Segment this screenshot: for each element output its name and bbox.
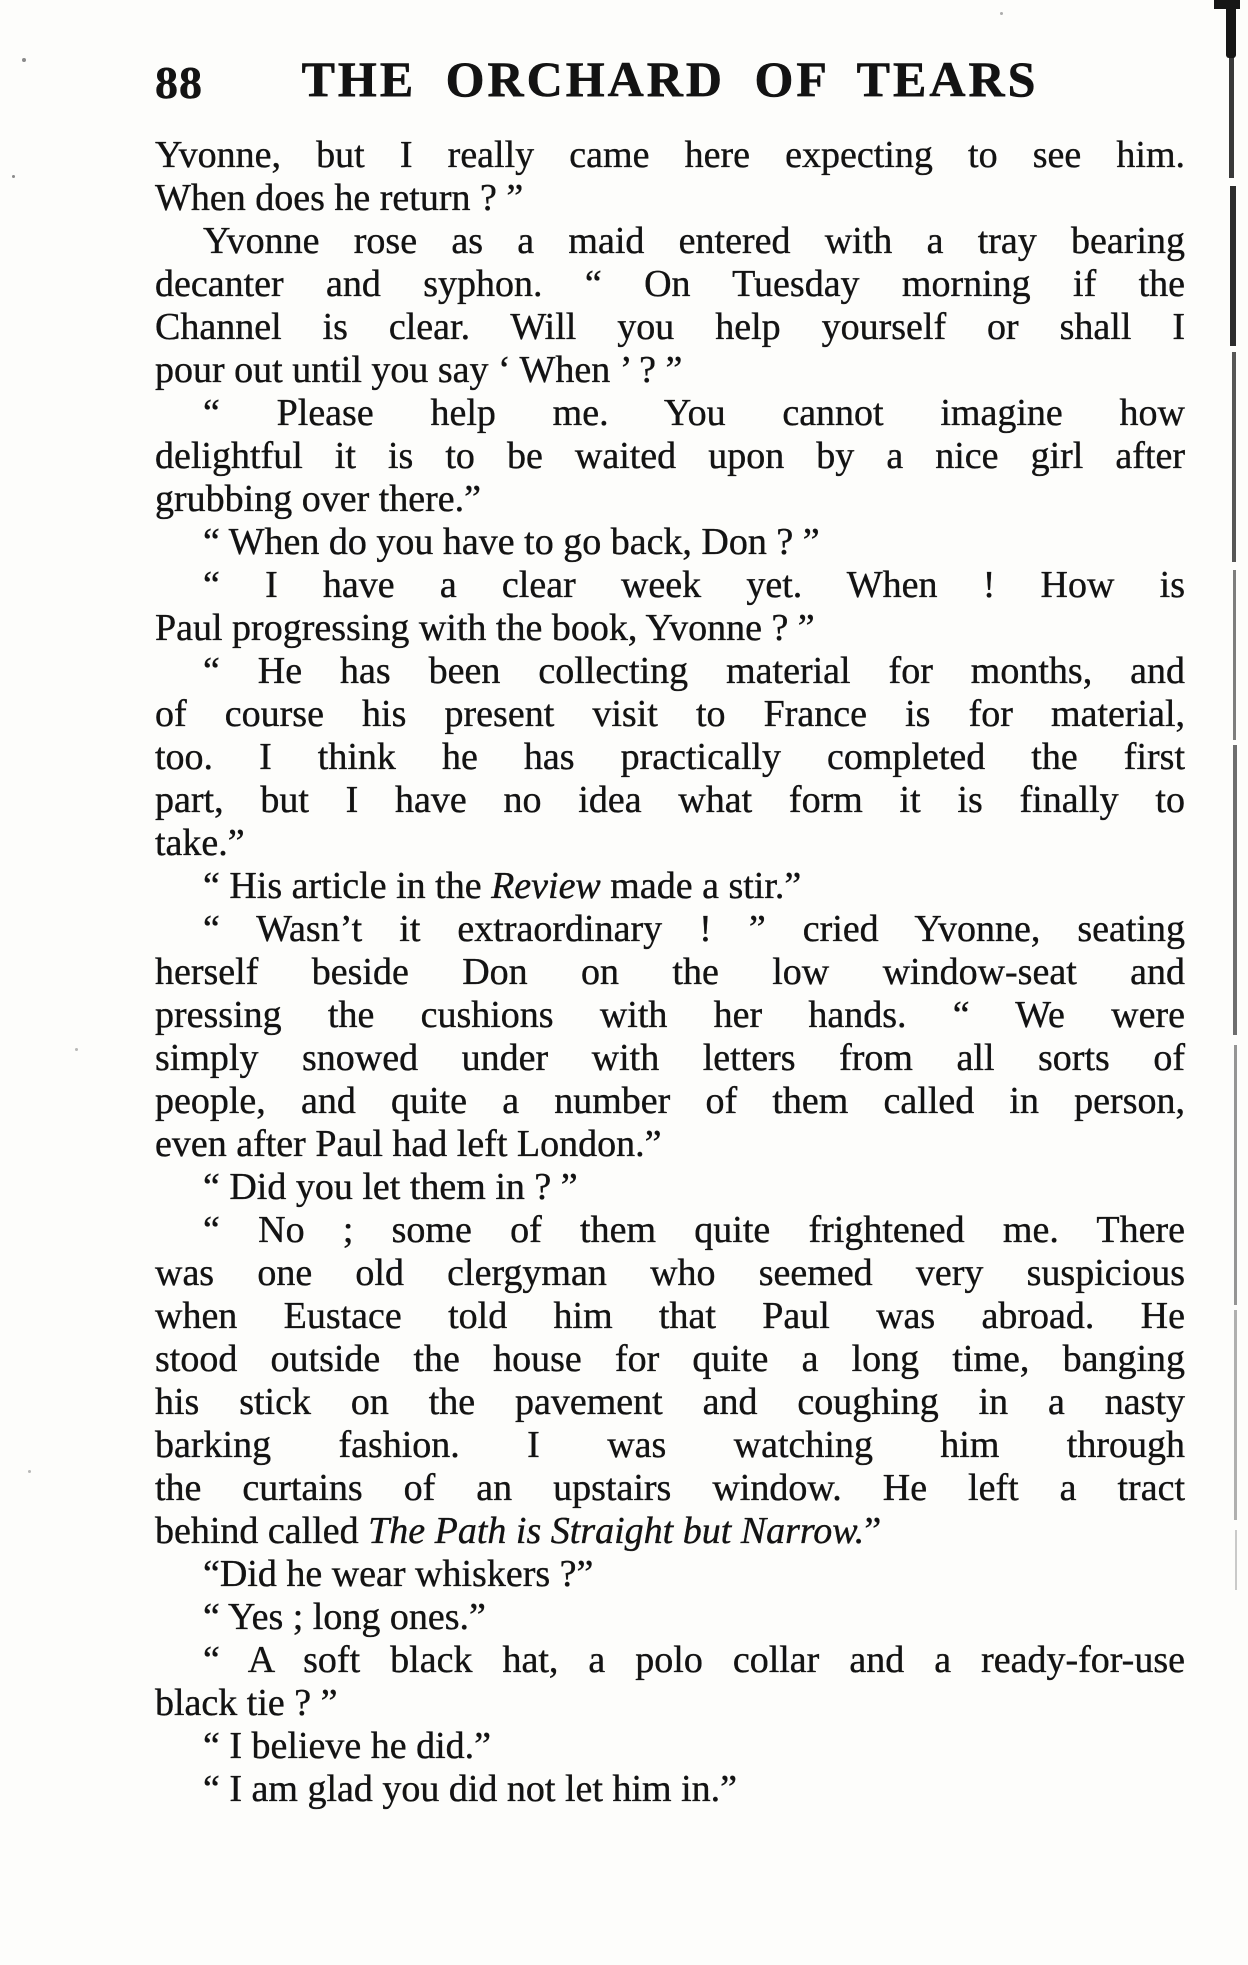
text-segment: “Did he wear whiskers ?” [203, 1553, 594, 1595]
text-segment: “ I believe he did.” [203, 1725, 492, 1767]
text-segment: part, but I have no idea what form it is finally to [155, 779, 1185, 821]
text-line [155, 1252, 1185, 1295]
text-line [155, 865, 1185, 908]
paragraph [155, 392, 1185, 521]
text-segment: behind called [155, 1510, 369, 1552]
page-edge-artifact [1235, 1530, 1237, 1590]
text-segment: the curtains of an upstairs window. He left a tract [155, 1467, 1185, 1509]
paragraph [155, 650, 1185, 865]
page-edge-artifact [1232, 352, 1236, 562]
text-line [155, 134, 1185, 177]
paragraph [155, 134, 1185, 220]
text-segment: “ A soft black hat, a polo collar and a ready-for-use [203, 1639, 1185, 1681]
text-segment: “ He has been collecting material for months, and [203, 650, 1185, 692]
running-title: THE ORCHARD OF TEARS [301, 51, 1039, 107]
text-line [155, 1037, 1185, 1080]
text-segment: Channel is clear. Will you help yourself or shall I [155, 306, 1185, 348]
text-line [155, 1381, 1185, 1424]
text-segment: barking fashion. I was watching him through [155, 1424, 1185, 1466]
text-line [155, 521, 1185, 564]
text-segment: decanter and syphon. “ On Tuesday morning if the [155, 263, 1185, 305]
scan-speck [22, 58, 26, 62]
text-segment: grubbing over there.” [155, 478, 482, 520]
paragraph [155, 521, 1185, 564]
page-edge-artifact [1233, 745, 1237, 1035]
text-segment: “ Did you let them in ? ” [203, 1166, 578, 1208]
text-segment: “ No ; some of them quite frightened me. There [203, 1209, 1185, 1251]
paragraph [155, 1596, 1185, 1639]
text-segment: was one old clergyman who seemed very suspicious [155, 1252, 1185, 1294]
page-header [155, 50, 1185, 112]
paragraph [155, 564, 1185, 650]
text-line [155, 650, 1185, 693]
text-segment: people, and quite a number of them called in person, [155, 1080, 1185, 1122]
text-line [155, 349, 1185, 392]
page-edge-artifact [1234, 1045, 1237, 1305]
text-line [155, 1166, 1185, 1209]
paragraph [155, 908, 1185, 1166]
text-line [155, 177, 1185, 220]
paragraph [155, 1768, 1185, 1811]
page-edge-artifact [1229, 56, 1234, 178]
text-segment: his stick on the pavement and coughing in a nasty [155, 1381, 1185, 1423]
text-segment: “ His article in the [203, 865, 492, 907]
text-line [155, 1553, 1185, 1596]
text-line [155, 1080, 1185, 1123]
paragraph [155, 1166, 1185, 1209]
text-line [155, 306, 1185, 349]
paragraph [155, 1209, 1185, 1553]
text-segment: delightful it is to be waited upon by a nice girl after [155, 435, 1185, 477]
paragraph [155, 1725, 1185, 1768]
text-segment: “ Yes ; long ones.” [203, 1596, 486, 1638]
page-number: 88 [155, 57, 203, 108]
page-edge-artifact [1230, 186, 1236, 346]
text-line [155, 1682, 1185, 1725]
text-line [155, 263, 1185, 306]
text-segment: Yvonne, but I really came here expecting to see him. [155, 134, 1185, 176]
text-segment: “ Wasn’t it extraordinary ! ” cried Yvonne, seating [203, 908, 1185, 950]
text-line [155, 779, 1185, 822]
text-line [155, 908, 1185, 951]
scan-speck [28, 1470, 31, 1473]
text-line [155, 1467, 1185, 1510]
text-segment: pressing the cushions with her hands. “ We were [155, 994, 1185, 1036]
text-line [155, 736, 1185, 779]
text-segment: ” [864, 1510, 882, 1552]
text-line [155, 1768, 1185, 1811]
text-segment: of course his present visit to France is for material, [155, 693, 1185, 735]
scan-speck [75, 1048, 78, 1051]
text-segment: pour out until you say ‘ When ’ ? ” [155, 349, 683, 391]
paragraph [155, 1553, 1185, 1596]
text-segment: herself beside Don on the low window-seat and [155, 951, 1185, 993]
text-segment: “ When do you have to go back, Don ? ” [203, 521, 820, 563]
paragraph [155, 865, 1185, 908]
page-edge-artifact [1233, 570, 1236, 740]
text-segment: Paul progressing with the book, Yvonne ? ” [155, 607, 815, 649]
text-segment: even after Paul had left London.” [155, 1123, 662, 1165]
text-line [155, 1209, 1185, 1252]
text-segment: Yvonne rose as a maid entered with a tray bearing [203, 220, 1185, 262]
text-segment: made a stir.” [600, 865, 802, 907]
text-line [155, 478, 1185, 521]
paragraph [155, 1639, 1185, 1725]
paragraph [155, 220, 1185, 392]
text-line [155, 994, 1185, 1037]
text-segment: “ I am glad you did not let him in.” [203, 1768, 738, 1810]
text-line [155, 1725, 1185, 1768]
text-line [155, 951, 1185, 994]
scan-speck [12, 175, 15, 178]
text-line [155, 1338, 1185, 1381]
text-line [155, 435, 1185, 478]
text-line [155, 1295, 1185, 1338]
page-edge-artifact [1226, 0, 1236, 58]
text-segment: take.” [155, 822, 245, 864]
text-line [155, 220, 1185, 263]
page-edge-artifact [1234, 1310, 1237, 1520]
text-segment: black tie ? ” [155, 1682, 338, 1724]
text-segment: When does he return ? ” [155, 177, 524, 219]
text-line [155, 1596, 1185, 1639]
text-segment: when Eustace told him that Paul was abroad. He [155, 1295, 1185, 1337]
text-line [155, 607, 1185, 650]
text-segment: “ I have a clear week yet. When ! How is [203, 564, 1185, 606]
text-segment: stood outside the house for quite a long time, banging [155, 1338, 1185, 1380]
scan-speck [1000, 12, 1003, 15]
text-line [155, 392, 1185, 435]
italic-text-segment: The Path is Straight but Narrow. [368, 1510, 865, 1552]
text-segment: too. I think he has practically completed the first [155, 736, 1185, 778]
text-segment: simply snowed under with letters from all sorts of [155, 1037, 1185, 1079]
text-line [155, 1510, 1185, 1553]
italic-text-segment: Review [491, 865, 601, 907]
text-line [155, 1123, 1185, 1166]
text-line [155, 693, 1185, 736]
text-line [155, 1639, 1185, 1682]
text-block [155, 134, 1185, 1811]
text-segment: “ Please help me. You cannot imagine how [203, 392, 1185, 434]
text-line [155, 1424, 1185, 1467]
text-line [155, 822, 1185, 865]
text-line [155, 564, 1185, 607]
